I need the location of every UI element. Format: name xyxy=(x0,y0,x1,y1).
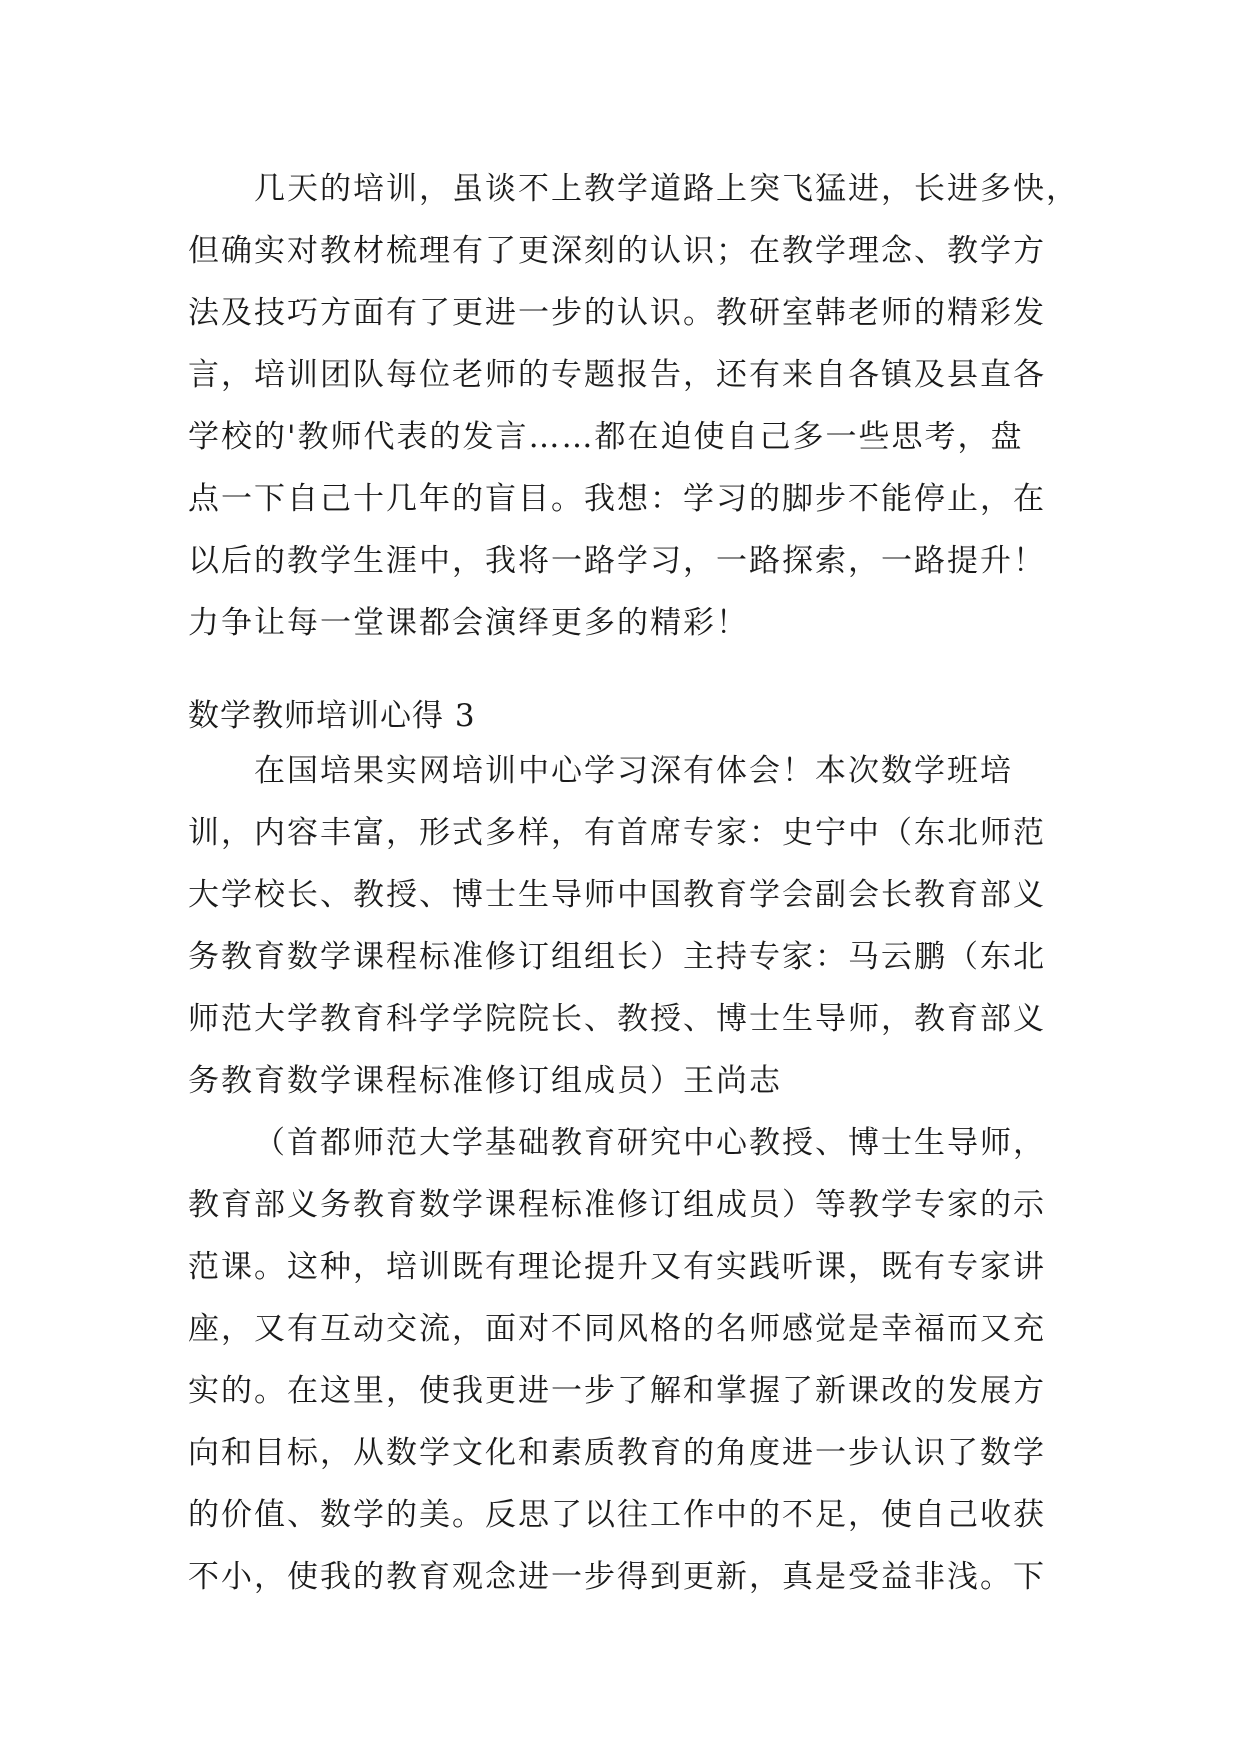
paragraph-line: 几天的培训，虽谈不上教学道路上突飞猛进，长进多快， xyxy=(254,171,1079,207)
paragraph-line: 座，又有互动交流，面对不同风格的名师感觉是幸福而又充 xyxy=(188,1311,1046,1347)
paragraph-line: （首都师范大学基础教育研究中心教授、博士生导师， xyxy=(254,1125,1046,1161)
section-title: 数学教师培训心得 3 xyxy=(188,698,476,734)
paragraph-line: 务教育数学课程标准修订组成员）王尚志 xyxy=(188,1063,782,1099)
paragraph-training-reflection xyxy=(188,158,1079,654)
paragraph-line: 务教育数学课程标准修订组组长）主持专家：马云鹏（东北 xyxy=(188,939,1046,975)
paragraph-line: 教育部义务教育数学课程标准修订组成员）等教学专家的示 xyxy=(188,1187,1046,1223)
paragraph-line: 以后的教学生涯中，我将一路学习，一路探索，一路提升！ xyxy=(188,543,1046,579)
paragraph-line: 力争让每一堂课都会演绎更多的精彩！ xyxy=(188,605,749,641)
paragraph-line: 点一下自己十几年的盲目。我想：学习的脚步不能停止，在 xyxy=(188,481,1046,517)
paragraph-line: 范课。这种，培训既有理论提升又有实践听课，既有专家讲 xyxy=(188,1249,1046,1285)
paragraph-line: 不小，使我的教育观念进一步得到更新，真是受益非浅。下 xyxy=(188,1559,1046,1595)
paragraph-line: 但确实对教材梳理有了更深刻的认识；在教学理念、教学方 xyxy=(188,233,1046,269)
paragraph-line: 在国培果实网培训中心学习深有体会！本次数学班培 xyxy=(254,753,1013,789)
paragraph-line: 训，内容丰富，形式多样，有首席专家：史宁中（东北师范 xyxy=(188,815,1046,851)
paragraph-line: 言，培训团队每位老师的专题报告，还有来自各镇及县直各 xyxy=(188,357,1046,393)
paragraph-line: 向和目标，从数学文化和素质教育的角度进一步认识了数学 xyxy=(188,1435,1046,1471)
paragraph-line: 大学校长、教授、博士生导师中国教育学会副会长教育部义 xyxy=(188,877,1046,913)
paragraph-line: 实的。在这里，使我更进一步了解和掌握了新课改的发展方 xyxy=(188,1373,1046,1409)
paragraph-line: 学校的'教师代表的发言……都在迫使自己多一些思考，盘 xyxy=(188,419,1024,455)
paragraph-training-experts xyxy=(188,740,1068,1112)
paragraph-line: 的价值、数学的美。反思了以往工作中的不足，使自己收获 xyxy=(188,1497,1046,1533)
section-heading xyxy=(188,688,1068,744)
paragraph-line: 法及技巧方面有了更进一步的认识。教研室韩老师的精彩发 xyxy=(188,295,1046,331)
paragraph-training-benefits xyxy=(188,1112,1068,1608)
paragraph-line: 师范大学教育科学学院院长、教授、博士生导师，教育部义 xyxy=(188,1001,1046,1037)
